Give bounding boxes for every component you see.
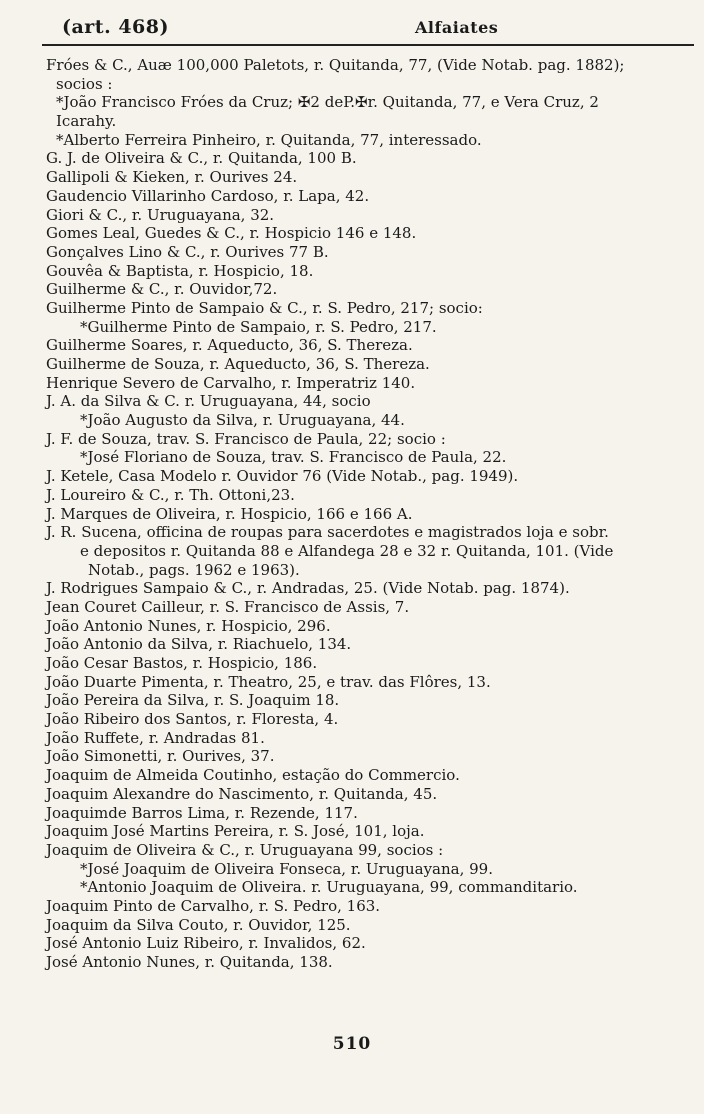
entry-line: Gomes Leal, Guedes & C., r. Hospicio 146 e 148. xyxy=(46,224,417,243)
entry-line: José Antonio Luiz Ribeiro, r. Invalidos, 62. xyxy=(46,934,366,953)
entry-line: Guilherme & C., r. Ouvidor,72. xyxy=(46,280,278,299)
entry-line: J. Marques de Oliveira, r. Hospicio, 166 e 166 A. xyxy=(46,504,413,523)
entry-line: Joaquim de Almeida Coutinho, estação do Commercio. xyxy=(46,766,460,785)
entry-line: João Antonio Nunes, r. Hospicio, 296. xyxy=(46,616,331,635)
entry-line: Icarahy. xyxy=(56,112,117,131)
entry-line: João Simonetti, r. Ourives, 37. xyxy=(46,747,275,766)
entry-line: G. J. de Oliveira & C., r. Quitanda, 100 B. xyxy=(46,149,357,168)
entry-line: J. A. da Silva & C. r. Uruguayana, 44, socio xyxy=(46,392,371,411)
entry-line: Notab., pags. 1962 e 1963). xyxy=(88,560,300,579)
entry-line: Henrique Severo de Carvalho, r. Imperatriz 140. xyxy=(46,373,416,392)
entry-line: João Antonio da Silva, r. Riachuelo, 134. xyxy=(46,635,352,654)
entry-line: J. F. de Souza, trav. S. Francisco de Paula, 22; socio : xyxy=(46,429,446,448)
entry-line: Joaquim José Martins Pereira, r. S. José, 101, loja. xyxy=(46,822,425,841)
entry-line: Guilherme Pinto de Sampaio & C., r. S. Pedro, 217; socio: xyxy=(46,298,483,317)
entry-line: J. Rodrigues Sampaio & C., r. Andradas, 25. (Vide Notab. pag. 1874). xyxy=(46,579,570,598)
entry-line: Gaudencio Villarinho Cardoso, r. Lapa, 42. xyxy=(46,186,370,205)
entry-line: Jean Couret Cailleur, r. S. Francisco de Assis, 7. xyxy=(46,597,410,616)
entry-line: Gouvêa & Baptista, r. Hospicio, 18. xyxy=(46,261,314,280)
entry-line: Joaquim de Oliveira & C., r. Uruguayana 99, socios : xyxy=(46,840,444,859)
section-title: Alfaiates xyxy=(415,18,499,37)
entry-line: *Alberto Ferreira Pinheiro, r. Quitanda, 77, interessado. xyxy=(56,130,482,149)
entry-line: João Pereira da Silva, r. S. Joaquim 18. xyxy=(46,691,340,710)
entry-line: João Ruffete, r. Andradas 81. xyxy=(46,728,265,747)
entry-line: Joaquim Pinto de Carvalho, r. S. Pedro, 163. xyxy=(46,896,381,915)
entry-line: e depositos r. Quitanda 88 e Alfandega 28 e 32 r. Quitanda, 101. (Vide xyxy=(80,541,614,560)
entry-line: José Antonio Nunes, r. Quitanda, 138. xyxy=(46,953,333,971)
entry-line: J. R. Sucena, officina de roupas para sacerdotes e magistrados loja e sobr. xyxy=(46,523,609,542)
entry-line: Gonçalves Lino & C., r. Ourives 77 B. xyxy=(46,242,329,261)
page-header xyxy=(30,8,690,40)
entry-line: Joaquim da Silva Couto, r. Ouvidor, 125. xyxy=(46,915,351,934)
entry-line: *José Joaquim de Oliveira Fonseca, r. Uruguayana, 99. xyxy=(80,859,493,878)
page-number: 510 xyxy=(332,1034,372,1054)
entry-line: João Duarte Pimenta, r. Theatro, 25, e trav. das Flôres, 13. xyxy=(46,672,491,691)
entry-line: J. Loureiro & C., r. Th. Ottoni,23. xyxy=(46,485,295,504)
entry-line: *Antonio Joaquim de Oliveira. r. Uruguayana, 99, commanditario. xyxy=(80,878,578,897)
entry-line: Guilherme de Souza, r. Aqueducto, 36, S. Thereza. xyxy=(46,355,430,373)
entry-line: Gallipoli & Kieken, r. Ourives 24. xyxy=(46,168,298,187)
entry-line: Guilherme Soares, r. Aqueducto, 36, S. Thereza. xyxy=(46,336,413,355)
entry-line: *João Augusto da Silva, r. Uruguayana, 44. xyxy=(80,411,405,430)
directory-entries xyxy=(46,56,696,972)
entry-line: João Ribeiro dos Santos, r. Floresta, 4. xyxy=(46,710,339,729)
article-number: (art. 468) xyxy=(62,16,169,38)
entry-line: Joaquim Alexandre do Nascimento, r. Quitanda, 45. xyxy=(46,784,438,803)
entry-line: *João Francisco Fróes da Cruz; ✠2 deP.✠r. Quitanda, 77, e Vera Cruz, 2 xyxy=(56,93,599,112)
entry-line: João Cesar Bastos, r. Hospicio, 186. xyxy=(46,654,318,672)
header-rule xyxy=(42,44,694,46)
entry-line: J. Ketele, Casa Modelo r. Ouvidor 76 (Vide Notab., pag. 1949). xyxy=(46,467,519,486)
entry-line: Joaquimde Barros Lima, r. Rezende, 117. xyxy=(46,803,358,822)
entry-line: Fróes & C., Auæ 100,000 Paletots, r. Quitanda, 77, (Vide Notab. pag. 1882); xyxy=(46,56,625,74)
entry-line: socios : xyxy=(56,74,113,93)
entry-line: *Guilherme Pinto de Sampaio, r. S. Pedro, 217. xyxy=(80,317,437,336)
entry-line: Giori & C., r. Uruguayana, 32. xyxy=(46,205,275,224)
entry-line: *José Floriano de Souza, trav. S. Francisco de Paula, 22. xyxy=(80,448,507,467)
